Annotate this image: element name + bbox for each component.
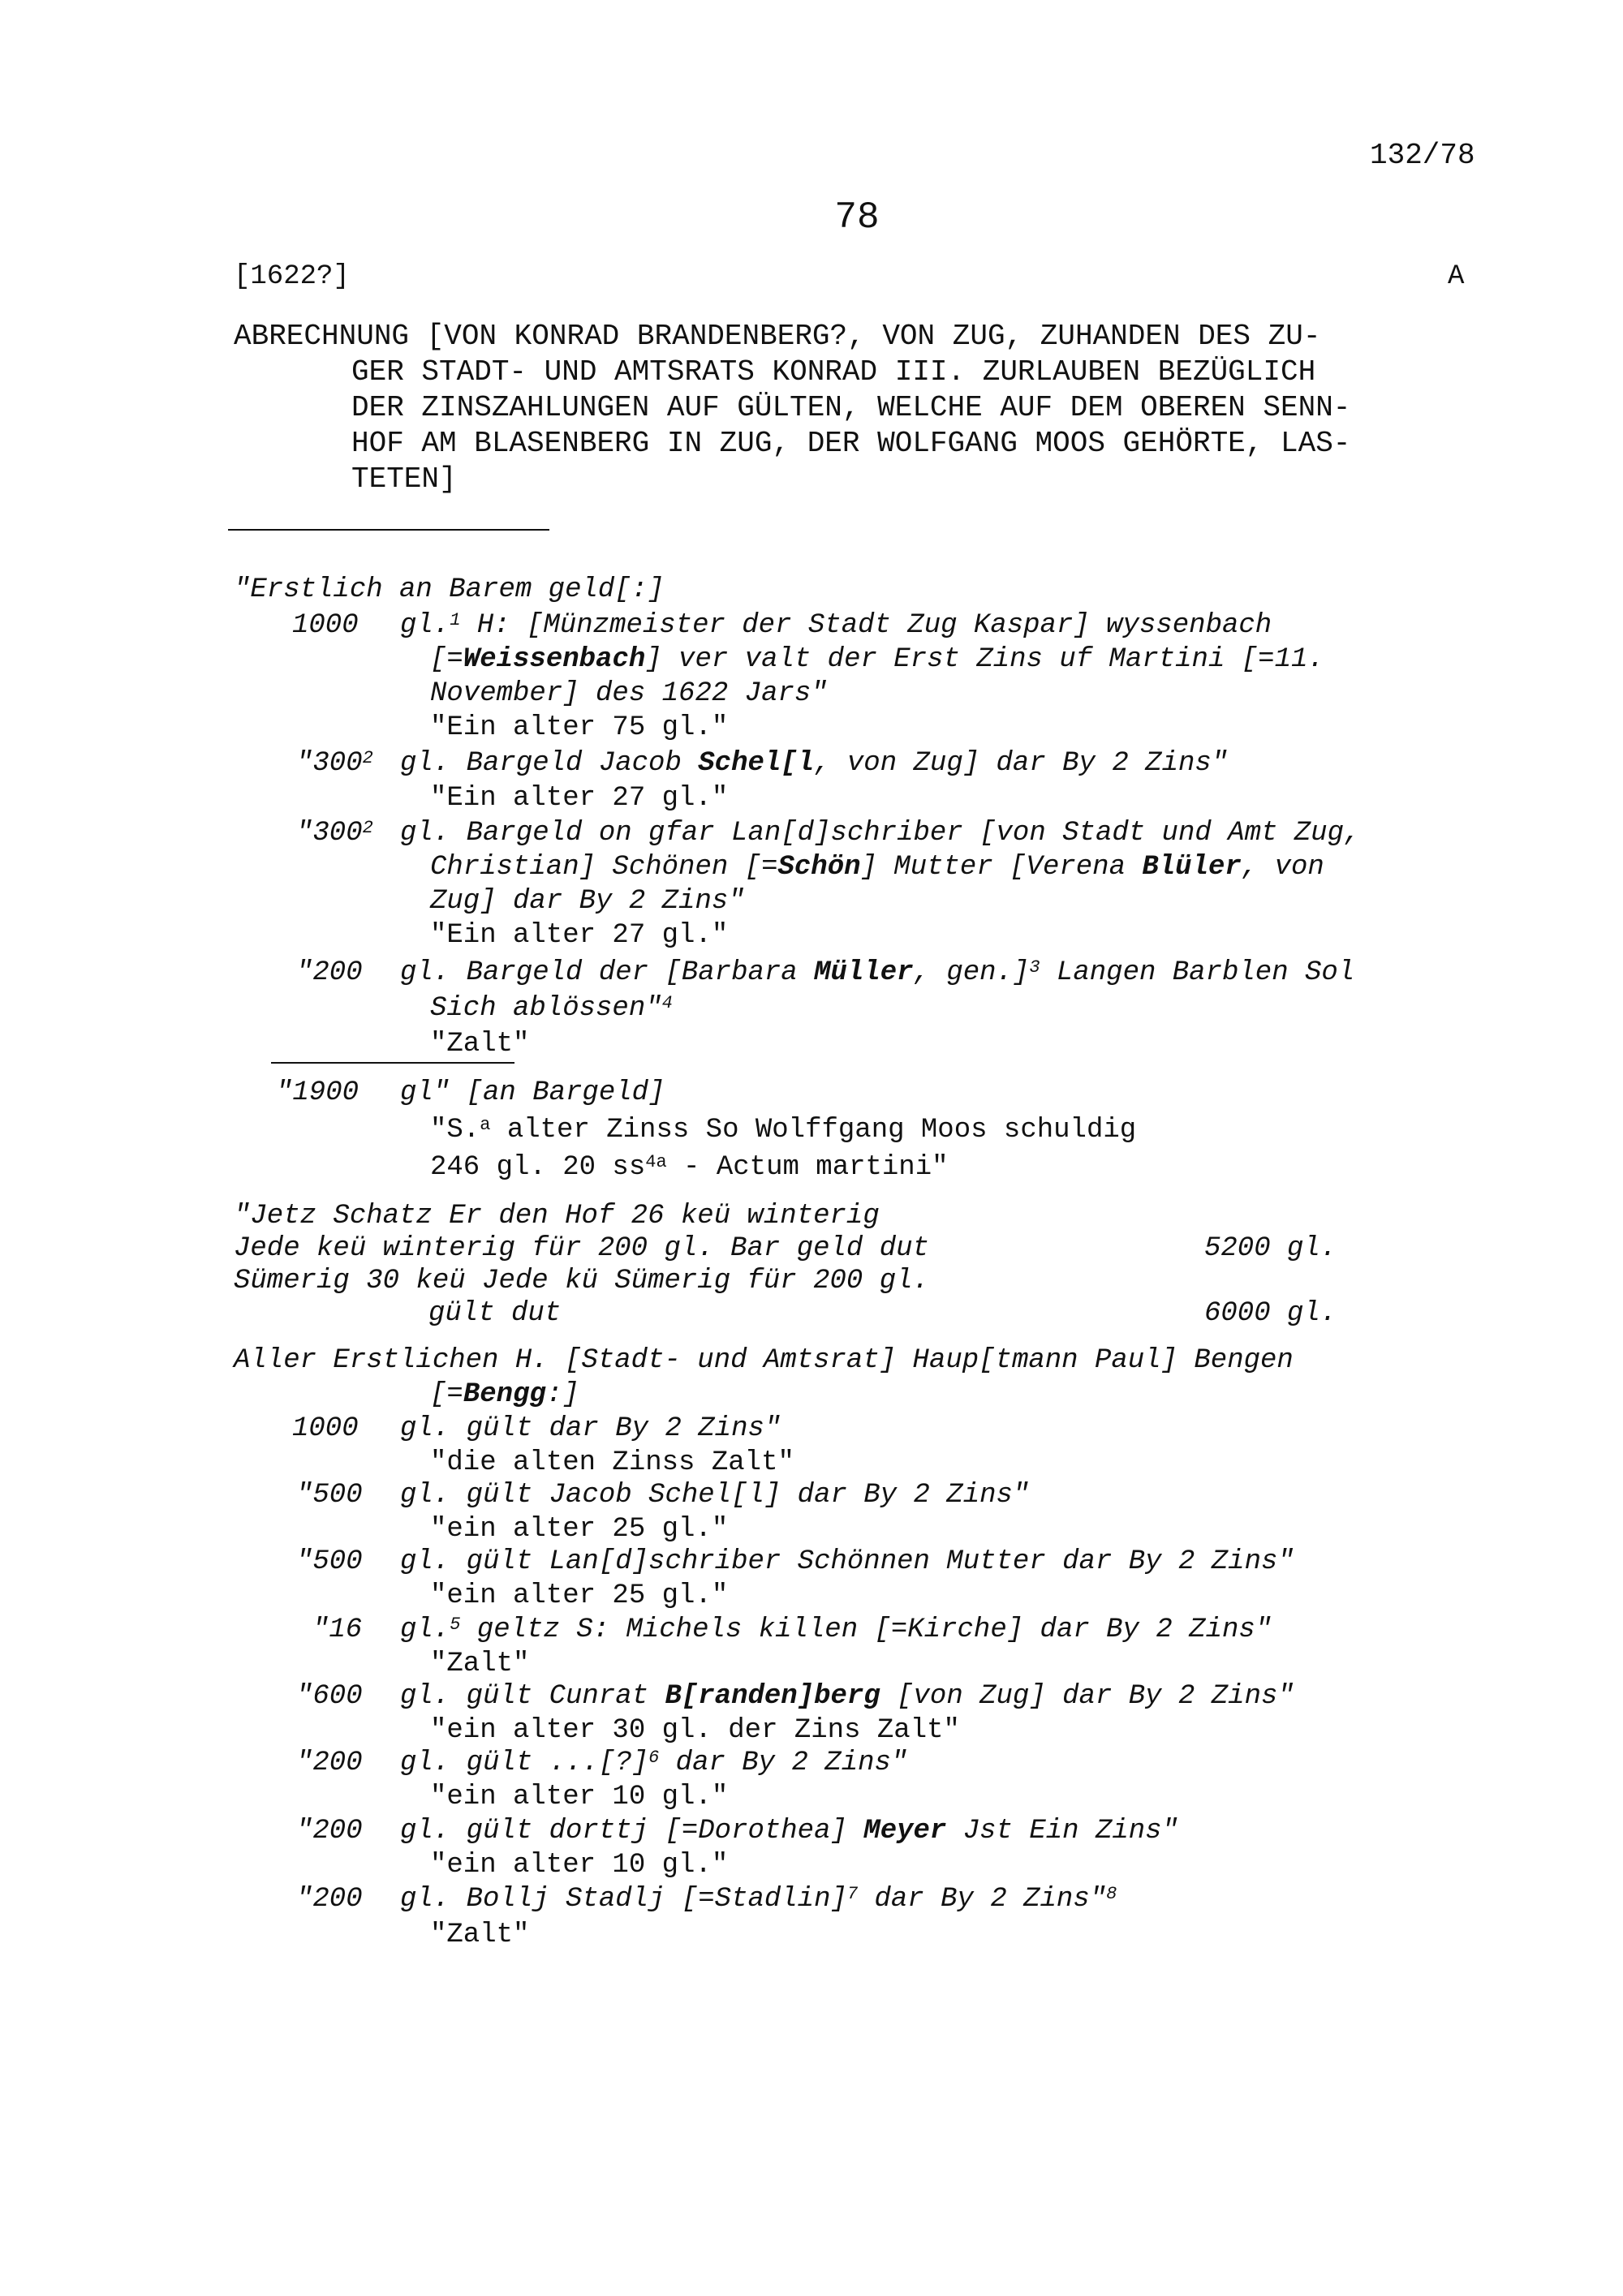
entry-note: "Zalt" — [430, 1920, 530, 1950]
entry-note: "Ein alter 27 gl." — [430, 920, 729, 951]
valuation-line: Jede keü winterig für 200 gl. Bar geld dut — [234, 1233, 929, 1264]
total-note: "S.$^a$ alter Zinss So Wolffgang Moos schuldig — [430, 1115, 1137, 1146]
entry-amount: 1000 — [292, 1413, 359, 1444]
page-reference: 132/78 — [1370, 139, 1475, 172]
entry-text: gl. Bollj Stadlj [=Stadlin]$^7$ dar By 2 Zins"$^8$ — [400, 1884, 1117, 1915]
entry-text: [=Weissenbach] ver valt der Erst Zins uf Martini [=11. — [430, 644, 1324, 675]
entry-text: gl.$^5$ geltz S: Michels killen [=Kirche] dar By 2 Zins" — [400, 1615, 1272, 1645]
document-date: [1622?] — [234, 261, 350, 292]
entry-text: gl. gült dorttj [=Dorothea] Meyer Jst Ein Zins" — [400, 1816, 1178, 1847]
document-number: 78 — [834, 196, 880, 239]
entry-note: "ein alter 10 gl." — [430, 1782, 729, 1812]
entry-text: Zug] dar By 2 Zins" — [430, 886, 745, 917]
entry-text: November] des 1622 Jars" — [430, 678, 828, 709]
entry-amount: "200 — [296, 1884, 363, 1915]
total-label: gl" [an Bargeld] — [400, 1077, 665, 1108]
entry-note: "die alten Zinss Zalt" — [430, 1447, 794, 1478]
entry-amount: "$300^2$ — [296, 818, 373, 849]
valuation-amount: 6000 gl. — [1204, 1298, 1337, 1329]
entry-text: gl.$^1$ H: [Münzmeister der Stadt Zug Kaspar] wyssenbach — [400, 610, 1272, 641]
entry-amount: "$300^2$ — [296, 748, 373, 779]
entry-amount: "500 — [296, 1546, 363, 1577]
valuation-line: Sümerig 30 keü Jede kü Sümerig für 200 gl. — [234, 1266, 929, 1296]
entry-note: "ein alter 25 gl." — [430, 1580, 729, 1611]
entry-note: "Ein alter 75 gl." — [430, 712, 729, 743]
title-line: ABRECHNUNG [VON KONRAD BRANDENBERG?, VON ZUG, ZUHANDEN DES ZU- — [234, 320, 1321, 353]
entry-text: gl. gült Cunrat B[randen]berg [von Zug] dar By 2 Zins" — [400, 1681, 1294, 1712]
title-line: HOF AM BLASENBERG IN ZUG, DER WOLFGANG MOOS GEHÖRTE, LAS- — [351, 427, 1351, 460]
entry-note: "Ein alter 27 gl." — [430, 783, 729, 814]
total-note: 246 gl. 20 $ss^{4a}$ - Actum martini" — [430, 1152, 949, 1183]
valuation-amount: 5200 gl. — [1204, 1233, 1337, 1264]
entry-note: "Zalt" — [430, 1029, 530, 1060]
title-line: TETEN] — [351, 462, 457, 496]
entry-amount: "16 — [312, 1615, 363, 1645]
entry-text: gl. gült Jacob Schel[l] dar By 2 Zins" — [400, 1480, 1030, 1511]
section-intro: [=Bengg:] — [430, 1379, 579, 1410]
entry-text: gl. Bargeld der [Barbara Müller, gen.]$^3$ Langen Barblen Sol — [400, 957, 1355, 988]
entry-amount: 1000 — [292, 610, 359, 641]
entry-text: Christian] Schönen [=Schön] Mutter [Verena Blüler, von — [430, 852, 1324, 883]
entry-note: "Zalt" — [430, 1649, 530, 1679]
entry-text: gl. gült dar By 2 Zins" — [400, 1413, 781, 1444]
entry-text: gl. gült Lan[d]schriber Schönnen Mutter dar By 2 Zins" — [400, 1546, 1294, 1577]
total-amount: "1900 — [276, 1077, 359, 1108]
section-intro: "Erstlich an Barem geld[:] — [234, 574, 665, 605]
entry-text: gl. Bargeld Jacob Schel[l, von Zug] dar By 2 Zins" — [400, 748, 1229, 779]
entry-amount: "200 — [296, 1816, 363, 1847]
entry-note: "ein alter 30 gl. der Zins Zalt" — [430, 1715, 960, 1746]
document-letter: A — [1448, 261, 1465, 292]
entry-text: Sich ablössen"$^4$ — [430, 993, 673, 1024]
entry-amount: "200 — [296, 957, 363, 988]
entry-text: gl. Bargeld on gfar Lan[d]schriber [von Stadt und Amt Zug, — [400, 818, 1361, 849]
entry-note: "ein alter 25 gl." — [430, 1514, 729, 1545]
title-line: GER STADT- UND AMTSRATS KONRAD III. ZURLAUBEN BEZÜGLICH — [351, 355, 1316, 389]
valuation-line: "Jetz Schatz Er den Hof 26 keü winterig — [234, 1201, 880, 1232]
title-line: DER ZINSZAHLUNGEN AUF GÜLTEN, WELCHE AUF DEM OBEREN SENN- — [351, 391, 1351, 424]
entry-amount: "600 — [296, 1681, 363, 1712]
section-intro: Aller Erstlichen H. [Stadt- und Amtsrat] Haup[tmann Paul] Bengen — [234, 1345, 1294, 1376]
valuation-line: gült dut — [428, 1298, 562, 1329]
entry-note: "ein alter 10 gl." — [430, 1850, 729, 1881]
sum-rule — [271, 1062, 514, 1064]
title-separator — [228, 529, 549, 531]
entry-amount: "200 — [296, 1748, 363, 1778]
entry-text: gl. gült ...[?]$^6$ dar By 2 Zins" — [400, 1748, 908, 1778]
entry-amount: "500 — [296, 1480, 363, 1511]
